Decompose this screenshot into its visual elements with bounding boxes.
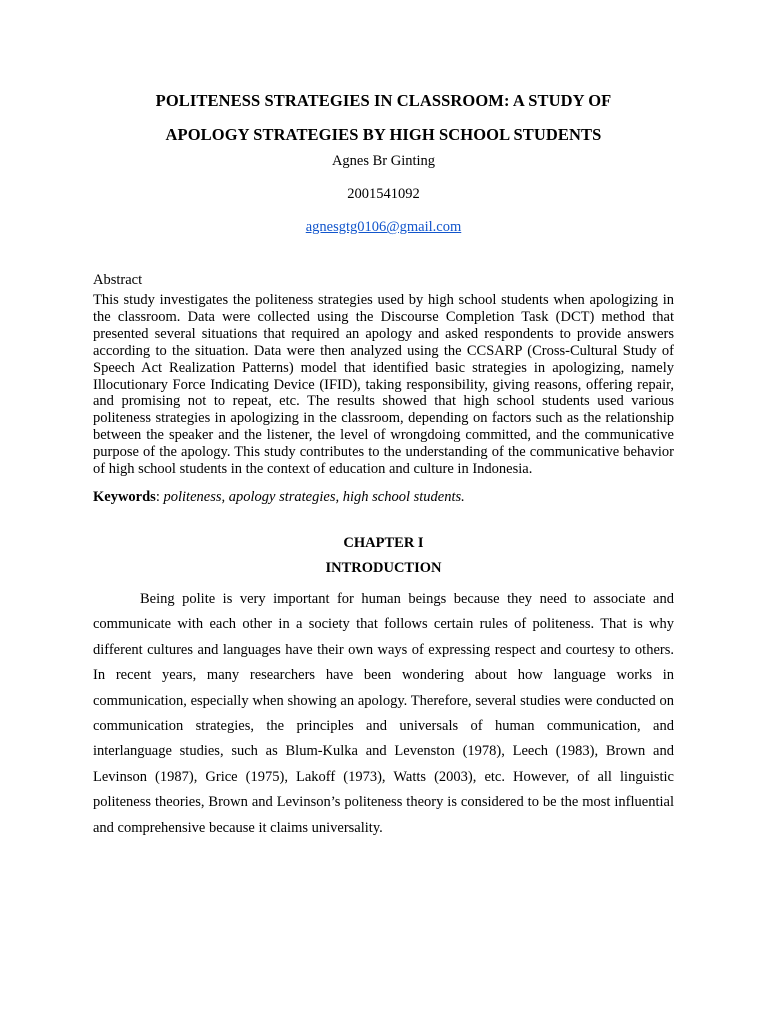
chapter-heading — [93, 531, 674, 581]
document-page — [93, 84, 674, 841]
abstract-text: This study investigates the politeness strategies used by high school students when apologizing in the classroom. Data were collected using the Discourse Completion Task (DCT) method that presented several situations that required an apology and asked respondents to provide answers according to the situation. Data were then analyzed using the CCSARP (Cross-Cultural Study of Speech Act Realization Patterns) model that identified basic strategies in apologizing, namely Illocutionary Force Indicating Device (IFID), taking responsibility, giving reasons, offering repair, and promising not to repeat, etc. The results showed that high school students used various politeness strategies in apologizing in the classroom, depending on factors such as the relationship between the speaker and the listener, the level of wrongdoing committed, and the communicative purpose of the apology. This study contributes to the understanding of the communicative behavior of high school students in the context of education and culture in Indonesia. — [93, 292, 674, 478]
keywords-separator: : — [155, 488, 164, 505]
title-line-1: POLITENESS STRATEGIES IN CLASSROOM: A STUDY OF — [155, 91, 612, 110]
introduction-paragraph: Being polite is very important for human beings because they need to associate and communicate with each other in a society that follows certain rules of politeness. That is why different cultures and languages have their own ways of expressing respect and courtesy to others. In recent years, many researchers have been wondering about how language works in communication, especially when showing an apology. Therefore, several studies were conducted on communication strategies, the principles and universals of human communication, and interlanguage studies, such as Blum-Kulka and Levenston (1978), Leech (1983), Brown and Levinson (1987), Grice (1975), Lakoff (1973), Watts (2003), etc. However, of all linguistic politeness theories, Brown and Levinson’s politeness theory is considered to be the most influential and comprehensive because it claims universality. — [93, 590, 674, 836]
abstract-heading: Abstract — [93, 272, 143, 288]
email-line — [93, 218, 674, 236]
keywords-label: Keywords — [93, 488, 156, 505]
author-email-link[interactable]: agnesgtg0106@gmail.com — [305, 219, 462, 235]
keywords-values: politeness, apology strategies, high school students. — [163, 488, 465, 505]
author-name: Agnes Br Ginting — [331, 153, 436, 169]
paper-title — [93, 84, 674, 152]
title-line-2: APOLOGY STRATEGIES BY HIGH SCHOOL STUDENTS — [165, 125, 602, 144]
chapter-title: INTRODUCTION — [325, 559, 442, 576]
keywords-line — [93, 488, 674, 506]
student-id: 2001541092 — [347, 186, 420, 202]
chapter-number: CHAPTER I — [343, 534, 424, 551]
